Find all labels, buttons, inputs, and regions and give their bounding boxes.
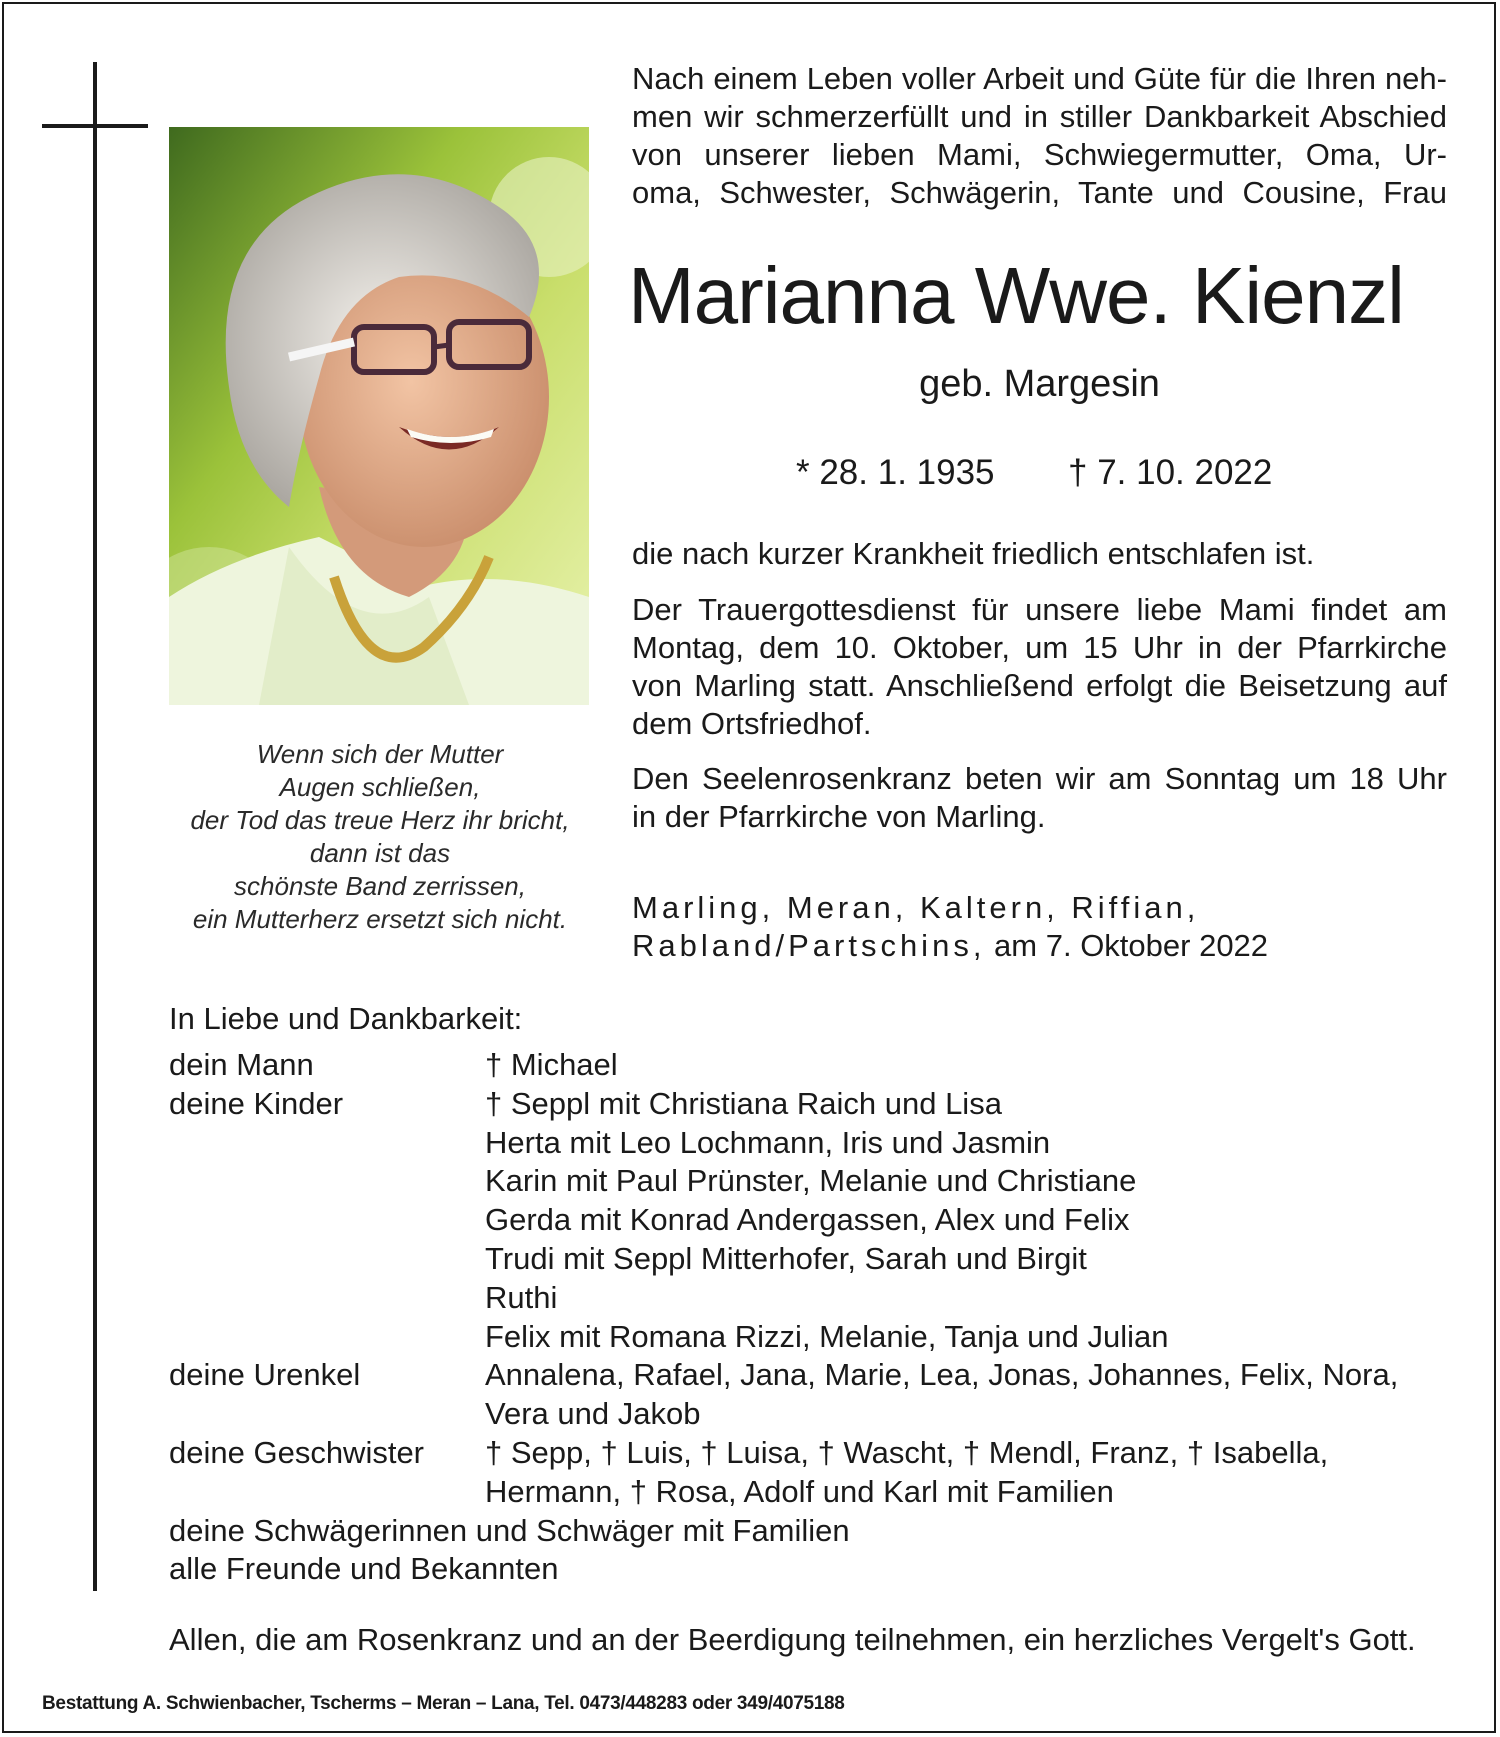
family-row bbox=[169, 1201, 1459, 1240]
intro-text bbox=[632, 60, 1447, 212]
paragraph-line: Den Seelenrosenkranz beten wir am Sonntag um 18 Uhr bbox=[632, 761, 1447, 796]
family-list bbox=[169, 1046, 1459, 1589]
places-date-line bbox=[632, 927, 1447, 965]
family-extra-line: alle Freunde und Bekannten bbox=[169, 1551, 559, 1587]
poem-line: Wenn sich der Mutter bbox=[256, 739, 504, 769]
intro-line: von unserer lieben Mami, Schwiegermutter, Oma, Ur- bbox=[632, 137, 1447, 172]
family-names: † Sepp, † Luis, † Luisa, † Wascht, † Mendl, Franz, † Isabella, bbox=[485, 1434, 1329, 1470]
places-line: Rabland/Partschins, bbox=[632, 928, 986, 963]
paragraph-funeral bbox=[632, 591, 1447, 743]
family-extra-line: deine Schwägerinnen und Schwäger mit Familien bbox=[169, 1512, 850, 1548]
paragraph-line: die nach kurzer Krankheit friedlich entschlafen ist. bbox=[632, 536, 1315, 571]
family-label bbox=[169, 1162, 485, 1201]
family-names: Vera und Jakob bbox=[485, 1396, 701, 1432]
birth-name: geb. Margesin bbox=[919, 363, 1160, 405]
cross-horizontal-bar bbox=[42, 124, 148, 128]
family-row bbox=[169, 1434, 1459, 1473]
poem bbox=[160, 738, 600, 936]
family-row bbox=[169, 1240, 1459, 1279]
notice-date: am 7. Oktober 2022 bbox=[985, 928, 1269, 963]
family-row bbox=[169, 1318, 1459, 1357]
family-label bbox=[169, 1473, 485, 1512]
paragraph-line: Der Trauergottesdienst für unsere liebe Mami findet am bbox=[632, 592, 1447, 627]
funeral-home-footer: Bestattung A. Schwienbacher, Tscherms – Meran – Lana, Tel. 0473/448283 oder 349/4075188 bbox=[42, 1693, 845, 1714]
family-label bbox=[169, 1124, 485, 1163]
poem-line: der Tod das treue Herz ihr bricht, bbox=[190, 805, 570, 835]
intro-line: men wir schmerzerfüllt und in stiller Dankbarkeit Abschied bbox=[632, 99, 1447, 134]
family-names: Gerda mit Konrad Andergassen, Alex und Felix bbox=[485, 1202, 1130, 1238]
family-row bbox=[169, 1046, 1459, 1085]
poem-line: dann ist das bbox=[309, 838, 451, 868]
poem-line: schönste Band zerrissen, bbox=[234, 871, 526, 901]
family-label bbox=[169, 1395, 485, 1434]
deceased-name: Marianna Wwe. Kienzl bbox=[628, 251, 1404, 340]
intro-line: Nach einem Leben voller Arbeit und Güte für die Ihren neh- bbox=[632, 61, 1447, 96]
closing-thanks: Allen, die am Rosenkranz und an der Beerdigung teilnehmen, ein herzliches Vergelt's Gott. bbox=[169, 1622, 1416, 1657]
portrait-photo bbox=[169, 127, 589, 705]
family-label: dein Mann bbox=[169, 1047, 314, 1082]
family-label: deine Urenkel bbox=[169, 1357, 361, 1393]
paragraph-passing bbox=[632, 535, 1447, 573]
places-and-date bbox=[632, 889, 1447, 965]
family-label bbox=[169, 1240, 485, 1279]
paragraph-line: von Marling statt. Anschließend erfolgt die Beisetzung auf bbox=[632, 668, 1447, 703]
family-label bbox=[169, 1201, 485, 1240]
family-label: deine Geschwister bbox=[169, 1434, 425, 1470]
family-names: Felix mit Romana Rizzi, Melanie, Tanja und Julian bbox=[485, 1318, 1169, 1354]
family-row bbox=[169, 1395, 1459, 1434]
paragraph-line: in der Pfarrkirche von Marling. bbox=[632, 799, 1046, 834]
family-row bbox=[169, 1085, 1459, 1124]
poem-line: Augen schließen, bbox=[279, 772, 481, 802]
family-names: Trudi mit Seppl Mitterhofer, Sarah und Birgit bbox=[485, 1240, 1087, 1276]
family-names: Karin mit Paul Prünster, Melanie und Christiane bbox=[485, 1163, 1137, 1199]
places-line: Marling, Meran, Kaltern, Riffian, bbox=[632, 890, 1200, 925]
intro-line: oma, Schwester, Schwägerin, Tante und Cousine, Frau bbox=[632, 175, 1447, 210]
family-row bbox=[169, 1162, 1459, 1201]
family-names: † Michael bbox=[485, 1047, 618, 1082]
poem-line: ein Mutterherz ersetzt sich nicht. bbox=[192, 904, 568, 934]
family-row bbox=[169, 1356, 1459, 1395]
family-row bbox=[169, 1473, 1459, 1512]
family-names: Hermann, † Rosa, Adolf und Karl mit Familien bbox=[485, 1473, 1114, 1509]
paragraph-line: Montag, dem 10. Oktober, um 15 Uhr in der Pfarrkirche bbox=[632, 630, 1447, 665]
thanks-heading: In Liebe und Dankbarkeit: bbox=[169, 1001, 523, 1036]
paragraph-line: dem Ortsfriedhof. bbox=[632, 706, 872, 741]
death-date: † 7. 10. 2022 bbox=[1068, 453, 1273, 492]
birth-date: * 28. 1. 1935 bbox=[796, 453, 995, 492]
family-names: Herta mit Leo Lochmann, Iris und Jasmin bbox=[485, 1124, 1051, 1160]
family-names: Ruthi bbox=[485, 1279, 558, 1315]
family-row bbox=[169, 1279, 1459, 1318]
cross-vertical-bar bbox=[93, 62, 97, 1591]
family-label: deine Kinder bbox=[169, 1085, 344, 1121]
family-names: Annalena, Rafael, Jana, Marie, Lea, Jonas, Johannes, Felix, Nora, bbox=[485, 1357, 1399, 1393]
paragraph-rosary bbox=[632, 760, 1447, 836]
family-names: † Seppl mit Christiana Raich und Lisa bbox=[485, 1085, 1002, 1121]
family-row bbox=[169, 1124, 1459, 1163]
family-label bbox=[169, 1279, 485, 1318]
family-label bbox=[169, 1318, 485, 1357]
